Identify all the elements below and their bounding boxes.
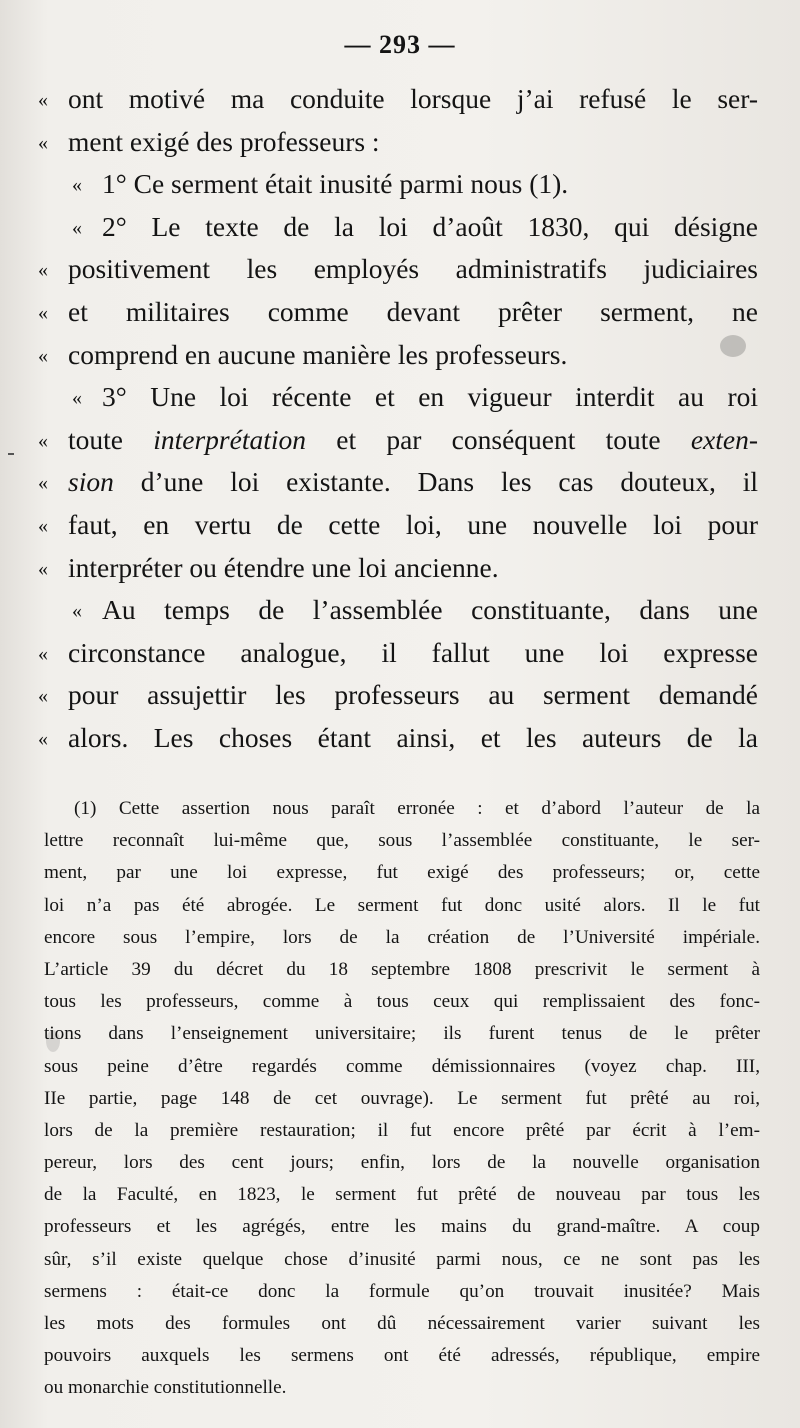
- line-text: et militaires comme devant prêter serment, ne: [68, 295, 758, 327]
- line-text: ont motivé ma conduite lorsque j’ai refusé le ser-: [68, 83, 758, 114]
- text-line: [38, 78, 758, 121]
- text-line: [38, 206, 758, 249]
- footnote-line: professeurs et les agrégés, entre les mains du grand-maître. A coup: [44, 1216, 760, 1238]
- quote-mark: «: [38, 472, 48, 495]
- text-line: [38, 163, 758, 206]
- footnote-line: L’article 39 du décret du 18 septembre 1808 prescrivit le serment à: [44, 958, 760, 980]
- quote-mark: «: [38, 557, 48, 580]
- margin-mark: [8, 453, 14, 455]
- line-text: ment exigé des professeurs :: [68, 125, 380, 157]
- footnote-line: pereur, lors des cent jours; enfin, lors de la nouvelle organisation: [44, 1152, 760, 1174]
- line-text: 2° Le texte de la loi d’août 1830, qui désigne: [102, 210, 758, 242]
- line-text: 3° Une loi récente et en vigueur interdit au roi: [102, 381, 758, 413]
- ink-smudge: [46, 1030, 60, 1052]
- quote-mark: «: [72, 174, 82, 197]
- text-line: [38, 291, 758, 334]
- quote-mark: «: [72, 216, 82, 239]
- footnote-line: loi n’a pas été abrogée. Le serment fut donc usité alors. Il le fut: [44, 894, 760, 916]
- footnote-line: lettre reconnaît lui-même que, sous l’assemblée constituante, le ser-: [44, 830, 760, 852]
- italic-text: exten-: [690, 423, 759, 455]
- line-text: 1° Ce serment était inusité parmi nous (1).: [102, 168, 569, 200]
- quote-mark: «: [38, 89, 48, 111]
- text-line: [38, 461, 758, 504]
- text-line: [38, 632, 758, 675]
- line-text: d’une loi existante. Dans les cas douteux, il: [140, 466, 758, 498]
- quote-mark: «: [38, 131, 48, 154]
- footnote-line: les mots des formules ont dû nécessairement varier suivant les: [44, 1313, 760, 1334]
- quote-mark: «: [38, 429, 48, 452]
- quote-mark: «: [38, 514, 48, 537]
- footnote-line: de la Faculté, en 1823, le serment fut prêté de nouveau par tous les: [44, 1184, 760, 1206]
- footnote-line: ment, par une loi expresse, fut exigé des professeurs; or, cette: [44, 862, 760, 884]
- line-text: toute: [68, 423, 123, 455]
- ink-smudge: [720, 335, 746, 357]
- line-text: comprend en aucune manière les professeurs.: [68, 338, 568, 370]
- quote-mark: «: [38, 301, 48, 324]
- footnote-line: ou monarchie constitutionnelle.: [44, 1377, 287, 1399]
- text-line: [38, 248, 758, 291]
- italic-text: interprétation: [153, 423, 307, 455]
- quote-mark: «: [38, 259, 48, 282]
- text-line: [38, 547, 758, 590]
- footnote-line: IIe partie, page 148 de cet ouvrage). Le serment fut prêté au roi,: [44, 1087, 760, 1109]
- quote-mark: «: [38, 685, 48, 708]
- footnote-line: sermens : était-ce donc la formule qu’on trouvait inusitée? Mais: [44, 1280, 760, 1302]
- footnote-line: tions dans l’enseignement universitaire; ils furent tenus de le prêter: [44, 1023, 760, 1045]
- text-line: [38, 334, 758, 377]
- text-line: [38, 717, 758, 760]
- quote-mark: «: [72, 387, 82, 410]
- quote-mark: «: [38, 344, 48, 367]
- quote-mark: «: [38, 642, 48, 665]
- line-text: positivement les employés administratifs judiciaires: [68, 253, 758, 285]
- quote-mark: «: [72, 600, 82, 623]
- line-text: faut, en vertu de cette loi, une nouvelle loi pour: [68, 508, 758, 540]
- footnote-line: sous peine d’être regardés comme démissionnaires (voyez chap. III,: [44, 1055, 760, 1077]
- footnote-line: lors de la première restauration; il fut encore prêté par écrit à l’em-: [44, 1119, 760, 1141]
- line-text: alors. Les choses étant ainsi, et les auteurs de la: [68, 721, 758, 753]
- quote-mark: «: [38, 727, 48, 750]
- footnote-line: sûr, s’il existe quelque chose d’inusité parmi nous, ce ne sont pas les: [44, 1248, 760, 1270]
- line-text: et par conséquent toute: [336, 423, 661, 455]
- text-line: [38, 589, 758, 632]
- text-line: [38, 121, 758, 164]
- footnote-line: pouvoirs auxquels les sermens ont été adressés, république, empire: [44, 1345, 760, 1367]
- footnote-line: tous les professeurs, comme à tous ceux qui remplissaient des fonc-: [44, 991, 760, 1013]
- footnote: [44, 793, 760, 1405]
- text-line: [38, 376, 758, 419]
- main-text: [38, 78, 758, 760]
- line-text: Au temps de l’assemblée constituante, dans une: [102, 594, 758, 626]
- page-number: — 293 —: [344, 30, 456, 59]
- text-line: [38, 419, 758, 462]
- text-line: [38, 504, 758, 547]
- italic-text: sion: [68, 466, 114, 498]
- line-text: pour assujettir les professeurs au serment demandé: [68, 679, 758, 711]
- text-line: [38, 674, 758, 717]
- footnote-line: encore sous l’empire, lors de la création de l’Université impériale.: [44, 926, 760, 948]
- footnote-line: (1) Cette assertion nous paraît erronée : et d’abord l’auteur de la: [74, 798, 760, 819]
- line-text: circonstance analogue, il fallut une loi expresse: [68, 636, 758, 668]
- line-text: interpréter ou étendre une loi ancienne.: [68, 551, 499, 583]
